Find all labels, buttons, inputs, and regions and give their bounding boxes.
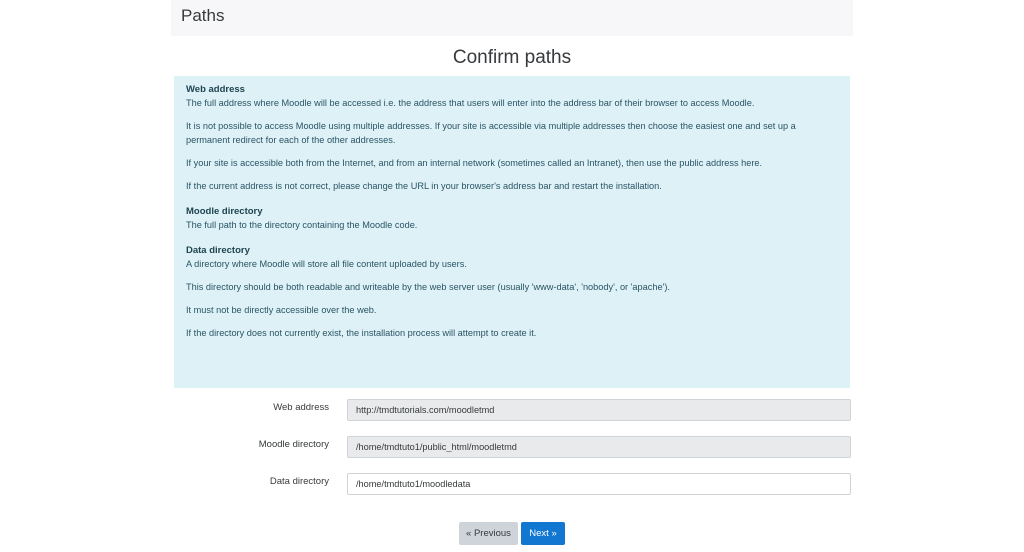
web-address-row [171, 399, 853, 423]
info-box [174, 76, 850, 388]
web-address-info [186, 84, 838, 193]
info-paragraph: If your site is accessible both from the Internet, and from an internal network (sometimes called an Intranet), then use the public address here. [186, 158, 763, 168]
web-address-label: Web address [273, 402, 329, 413]
info-paragraph: It is not possible to access Moodle using multiple addresses. If your site is accessible via multiple addresses then choose the easiest one and set up a permanent redirect for each of the other addresses. [186, 121, 796, 145]
info-paragraph: If the current address is not correct, please change the URL in your browser's address bar and restart the installation. [186, 181, 662, 191]
moodle-directory-info [186, 206, 838, 232]
moodle-directory-row [171, 436, 853, 460]
confirm-paths-title: Confirm paths [452, 47, 572, 68]
data-directory-input[interactable] [347, 473, 851, 495]
header-bar [171, 0, 853, 36]
data-directory-info [186, 245, 838, 340]
data-directory-row [171, 473, 853, 497]
data-directory-label: Data directory [269, 476, 329, 487]
info-paragraph: A directory where Moodle will store all file content uploaded by users. [186, 259, 467, 269]
info-paragraph: This directory should be both readable and writeable by the web server user (usually 'www-data', 'nobody', or 'apache'). [186, 282, 670, 292]
moodle-directory-label: Moodle directory [258, 439, 329, 450]
info-paragraph: If the directory does not currently exist, the installation process will attempt to create it. [186, 328, 537, 338]
info-paragraph: The full path to the directory containing the Moodle code. [186, 220, 418, 230]
info-paragraph: It must not be directly accessible over the web. [186, 305, 377, 315]
web-address-input[interactable] [347, 399, 851, 421]
web-address-heading: Web address [186, 84, 245, 95]
previous-button[interactable]: « Previous [459, 522, 518, 545]
info-paragraph: The full address where Moodle will be accessed i.e. the address that users will enter into the address bar of their browser to access Moodle. [186, 98, 755, 108]
moodle-directory-input[interactable] [347, 436, 851, 458]
moodle-directory-heading: Moodle directory [186, 206, 263, 217]
data-directory-heading: Data directory [186, 245, 250, 256]
page-heading: Paths [181, 6, 225, 25]
next-button[interactable]: Next » [521, 522, 565, 545]
